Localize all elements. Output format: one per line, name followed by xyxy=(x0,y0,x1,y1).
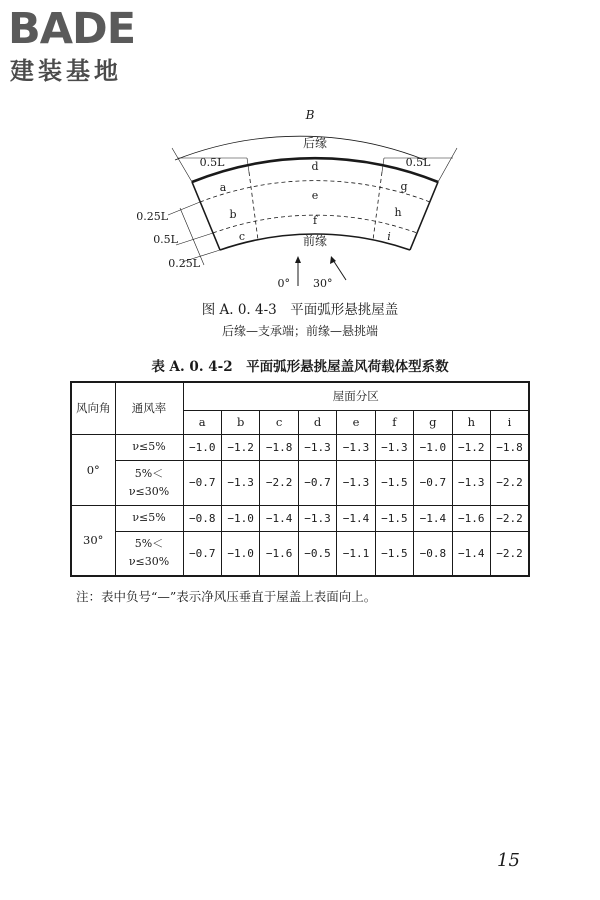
table-title: 表 A. 0. 4-2 平面弧形悬挑屋盖风荷载体型系数 xyxy=(151,359,449,375)
value-cell: −1.3 xyxy=(337,460,375,505)
header-zone: f xyxy=(375,410,413,434)
value-cell: −1.5 xyxy=(375,531,413,576)
value-cell: −1.4 xyxy=(414,505,452,531)
value-cell: −1.6 xyxy=(452,505,490,531)
value-cell: −2.2 xyxy=(491,531,530,576)
figure-caption: 图 A. 0. 4-3 平面弧形悬挑屋盖 xyxy=(201,302,399,318)
value-cell: −0.7 xyxy=(183,460,221,505)
rate-cell: ν≤5% xyxy=(115,434,183,460)
rate-cell: 5%＜ν≤30% xyxy=(115,460,183,505)
dim-tick-1 xyxy=(168,202,200,215)
label-half-L-left: 0.5L xyxy=(199,156,225,169)
roof-right-edge xyxy=(410,182,438,250)
table-row xyxy=(71,531,529,576)
figure-subcaption: 后缘—支承端；前缘—悬挑端 xyxy=(221,324,378,338)
rate-cell: ν≤5% xyxy=(115,505,183,531)
zone-label-f: f xyxy=(312,214,318,227)
header-rate: 通风率 xyxy=(115,382,183,434)
wind-arrow-0-head xyxy=(295,256,301,263)
label-half-L-side: 0.5L xyxy=(153,233,178,246)
value-cell: −0.7 xyxy=(298,460,336,505)
header-zone: i xyxy=(491,410,530,434)
value-cell: −2.2 xyxy=(491,505,530,531)
label-back-edge: 后缘 xyxy=(302,136,328,150)
label-quarter-L-top: 0.25L xyxy=(136,210,168,223)
angle-cell: 30° xyxy=(71,505,115,576)
value-cell: −0.7 xyxy=(414,460,452,505)
value-cell: −1.4 xyxy=(337,505,375,531)
value-cell: −1.0 xyxy=(221,531,259,576)
value-cell: −1.8 xyxy=(491,434,530,460)
label-half-L-right: 0.5L xyxy=(405,156,431,169)
header-zone: c xyxy=(260,410,298,434)
value-cell: −1.3 xyxy=(375,434,413,460)
value-cell: −1.5 xyxy=(375,505,413,531)
value-cell: −1.5 xyxy=(375,460,413,505)
value-cell: −0.8 xyxy=(414,531,452,576)
page-number: 15 xyxy=(497,850,520,871)
value-cell: −1.6 xyxy=(260,531,298,576)
table-row xyxy=(71,460,529,505)
wind-coefficient-table xyxy=(70,381,530,577)
value-cell: −1.3 xyxy=(221,460,259,505)
value-cell: −2.2 xyxy=(260,460,298,505)
zone-label-a: a xyxy=(219,181,227,194)
value-cell: −1.2 xyxy=(452,434,490,460)
zone-label-h: h xyxy=(394,206,402,219)
header-zone: h xyxy=(452,410,490,434)
header-zone: g xyxy=(414,410,452,434)
wind-label-0: 0° xyxy=(277,277,290,290)
value-cell: −1.3 xyxy=(452,460,490,505)
value-cell: −1.3 xyxy=(298,434,336,460)
wind-label-30: 30° xyxy=(313,277,333,290)
value-cell: −2.2 xyxy=(491,460,530,505)
zone-label-c: c xyxy=(238,230,246,243)
zone-label-e: e xyxy=(311,189,319,202)
ext-line-left xyxy=(172,148,192,182)
label-front-edge: 前缘 xyxy=(302,234,328,248)
zone-boundary-left xyxy=(249,172,258,240)
logo-wordmark: BADE xyxy=(8,4,136,54)
value-cell: −1.0 xyxy=(221,505,259,531)
label-quarter-L-bottom: 0.25L xyxy=(168,257,200,270)
roof-left-edge xyxy=(192,182,220,250)
value-cell: −1.4 xyxy=(452,531,490,576)
table-row xyxy=(71,505,529,531)
angle-cell: 0° xyxy=(71,434,115,505)
value-cell: −1.3 xyxy=(337,434,375,460)
value-cell: −0.7 xyxy=(183,531,221,576)
header-zone-group: 屋面分区 xyxy=(183,382,529,410)
value-cell: −0.8 xyxy=(183,505,221,531)
zone-label-b: b xyxy=(229,208,237,221)
value-cell: −1.4 xyxy=(260,505,298,531)
header-zone: a xyxy=(183,410,221,434)
zone-label-i: i xyxy=(387,230,391,243)
value-cell: −1.2 xyxy=(221,434,259,460)
value-cell: −1.0 xyxy=(414,434,452,460)
ext-line-right xyxy=(438,148,457,182)
header-zone: e xyxy=(337,410,375,434)
value-cell: −1.1 xyxy=(337,531,375,576)
rate-cell: 5%＜ν≤30% xyxy=(115,531,183,576)
arc-roof-diagram xyxy=(120,100,480,300)
table-row xyxy=(71,434,529,460)
logo-subtitle: 建装基地 xyxy=(10,57,122,85)
value-cell: −1.3 xyxy=(298,505,336,531)
wind-arrow-30-shaft xyxy=(333,260,346,280)
header-zone: b xyxy=(221,410,259,434)
publisher-logo xyxy=(8,6,178,90)
table-note: 注：表中负号“—”表示净风压垂直于屋盖上表面向上。 xyxy=(76,589,377,604)
value-cell: −1.0 xyxy=(183,434,221,460)
zone-label-g: g xyxy=(400,180,408,193)
header-angle: 风向角 xyxy=(71,382,115,434)
header-zone: d xyxy=(298,410,336,434)
zone-boundary-right xyxy=(373,172,382,240)
zone-label-d: d xyxy=(311,160,319,173)
value-cell: −0.5 xyxy=(298,531,336,576)
label-B: B xyxy=(305,108,315,122)
value-cell: −1.8 xyxy=(260,434,298,460)
